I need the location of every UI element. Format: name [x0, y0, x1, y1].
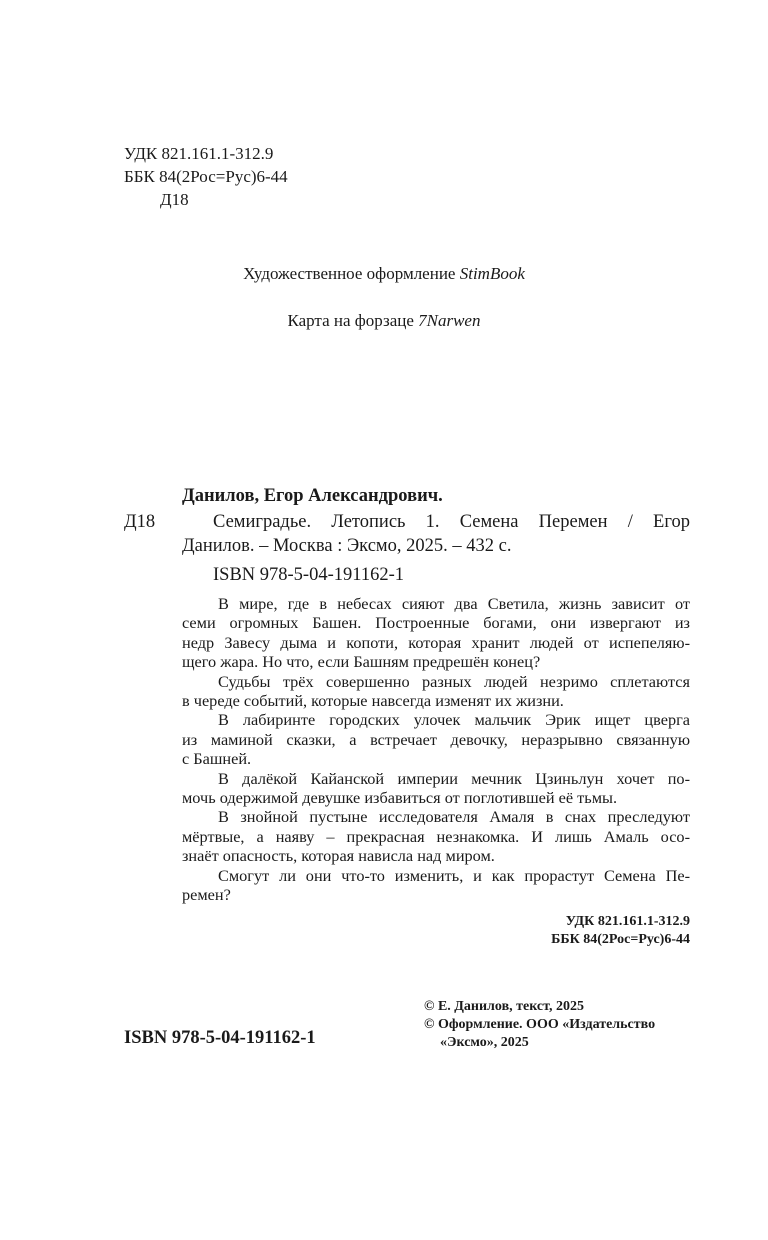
- annotation-line: ремен?: [182, 885, 231, 905]
- map-credit-label: Карта на форзаце: [287, 311, 419, 330]
- annotation-line: Смогут ли они что-то изменить, и как прорастут Семена Пе-: [218, 865, 690, 885]
- description-word: 1.: [425, 512, 440, 532]
- record-author-sign: Д18: [124, 512, 156, 532]
- annotation: [182, 594, 690, 905]
- annotation-line: семи огромных Башен. Построенные богами, они извергают из: [182, 613, 690, 633]
- annotation-line: Судьбы трёх совершенно разных людей незримо сплетаются: [218, 671, 690, 691]
- description-word: Егор: [653, 512, 690, 532]
- annotation-line: В знойной пустыне исследователя Амаля в снах преследуют: [218, 807, 690, 827]
- annotation-line: щего жара. Но что, если Башням предрешён конец?: [182, 652, 541, 672]
- description-word: /: [627, 512, 633, 532]
- art-credit: [0, 263, 768, 285]
- description-word: Перемен: [538, 512, 608, 532]
- annotation-line: знаёт опасность, которая нависла над миром.: [182, 846, 495, 866]
- author-sign: Д18: [160, 190, 189, 209]
- record-isbn: ISBN 978-5-04-191162-1: [213, 565, 404, 585]
- description-line-1: [213, 510, 690, 534]
- description-line-2: Данилов. – Москва : Эксмо, 2025. – 432 с.: [182, 536, 512, 556]
- copyright-text: © Е. Данилов, текст, 2025: [424, 999, 584, 1014]
- map-credit-name: 7Narwen: [418, 311, 481, 330]
- description-word: Летопись: [331, 512, 406, 532]
- author-heading: Данилов, Егор Александрович.: [182, 486, 443, 506]
- annotation-line: мочь одержимой девушке избавиться от поглотившей её тьмы.: [182, 788, 618, 808]
- bottom-isbn: ISBN 978-5-04-191162-1: [124, 1028, 316, 1048]
- annotation-line: мёртвые, а наяву – прекрасная незнакомка. И лишь Амаль осо-: [182, 826, 690, 846]
- bottom-udk: УДК 821.161.1-312.9: [565, 914, 690, 929]
- annotation-line: В мире, где в небесах сияют два Светила, жизнь зависит от: [218, 594, 690, 613]
- copyright-design-line-2: «Эксмо», 2025: [440, 1035, 529, 1050]
- description-word: Семена: [459, 512, 519, 532]
- annotation-line: В далёкой Кайанской империи мечник Цзиньлун хочет по-: [218, 768, 690, 788]
- bottom-bbk: ББК 84(2Рос=Рус)6-44: [551, 932, 690, 947]
- bbk-code: ББК 84(2Рос=Рус)6-44: [124, 167, 288, 186]
- art-credit-label: Художественное оформление: [243, 264, 460, 283]
- map-credit: [0, 310, 768, 332]
- copyright-design-line-1: © Оформление. ООО «Издательство: [424, 1017, 656, 1032]
- udk-code: УДК 821.161.1-312.9: [124, 144, 274, 163]
- annotation-line: в череде событий, которые навсегда изменят их жизни.: [182, 691, 564, 711]
- annotation-line: В лабиринте городских улочек мальчик Эрик ищет цверга: [218, 710, 690, 730]
- annotation-line: с Башней.: [182, 749, 252, 769]
- art-credit-name: StimBook: [459, 264, 525, 283]
- description-word: Семиградье.: [213, 512, 312, 532]
- annotation-line: из маминой сказки, а встречает девочку, неразрывно связанную: [182, 729, 690, 749]
- annotation-line: недр Завесу дыма и копоти, которая хранит людей от испепеляю-: [182, 632, 690, 652]
